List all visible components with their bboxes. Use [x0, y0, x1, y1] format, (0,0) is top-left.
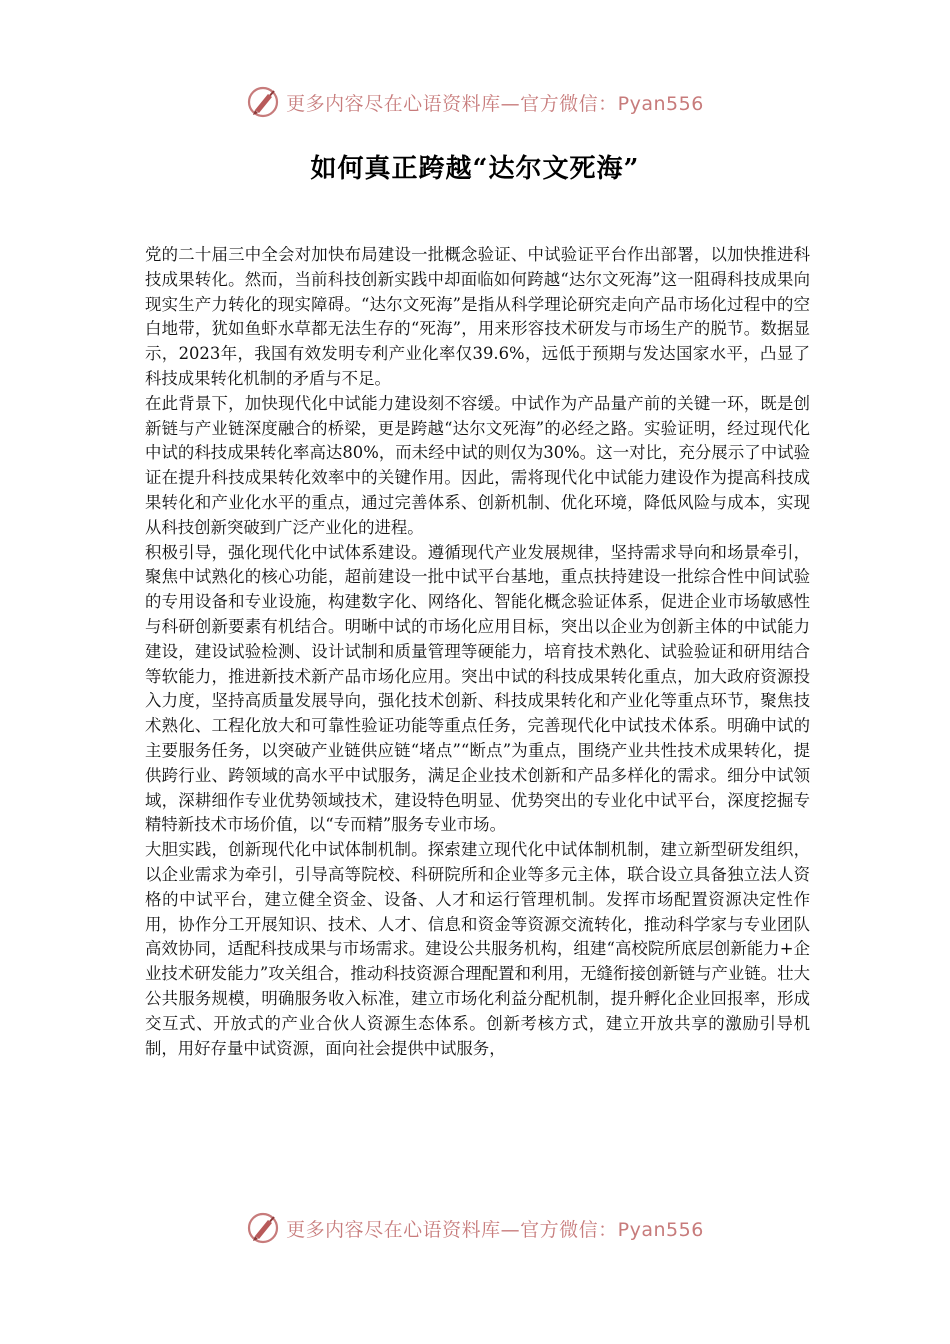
- paragraph-4: 大胆实践，创新现代化中试体制机制。探索建立现代化中试体制机制，建立新型研发组织，以企业需求为牵引，引导高等院校、科研院所和企业等多元主体，联合设立具备独立法人资格的中试平台，建立健全资金、设备、人才和运行管理机制。发挥市场配置资源决定性作用，协作分工开展知识、技术、人才、信息和资金等资源交流转化，推动科学家与专业团队高效协同，适配科技成果与市场需求。建设公共服务机构，组建“高校院所底层创新能力+企业技术研发能力”攻关组合，推动科技资源合理配置和利用，无缝衔接创新链与产业链。壮大公共服务规模，明确服务收入标准，建立市场化利益分配机制，提升孵化企业回报率，形成交互式、开放式的产业合伙人资源生态体系。创新考核方式，建立开放共享的激励引导机制，用好存量中试资源，面向社会提供中试服务，: [145, 840, 810, 1058]
- document-body: [145, 243, 810, 1061]
- paragraph-2: 在此背景下，加快现代化中试能力建设刻不容缓。中试作为产品量产前的关键一环，既是创新链与产业链深度融合的桥梁，更是跨越“达尔文死海”的必经之路。实验证明，经过现代化中试的科技成果转化率高达80%，而未经中试的则仅为30%。这一对比，充分展示了中试验证在提升科技成果转化效率中的关键作用。因此，需将现代化中试能力建设作为提高科技成果转化和产业化水平的重点，通过完善体系、创新机制、优化环境，降低风险与成本，实现从科技创新突破到广泛产业化的进程。: [145, 393, 810, 537]
- paragraph-3: 积极引导，强化现代化中试体系建设。遵循现代产业发展规律，坚持需求导向和场景牵引，聚焦中试熟化的核心功能，超前建设一批中试平台基地，重点扶持建设一批综合性中间试验的专用设备和专业设施，构建数字化、网络化、智能化概念验证体系，促进企业市场敏感性与科研创新要素有机结合。明晰中试的市场化应用目标，突出以企业为创新主体的中试能力建设，建设试验检测、设计试制和质量管理等硬能力，培育技术熟化、试验验证和研用结合等软能力，推进新技术新产品市场化应用。突出中试的科技成果转化重点，加大政府资源投入力度，坚持高质量发展导向，强化技术创新、科技成果转化和产业化等重点环节，聚焦技术熟化、工程化放大和可靠性验证功能等重点任务，完善现代化中试技术体系。明确中试的主要服务任务，以突破产业链供应链“堵点”“断点”为重点，围绕产业共性技术成果转化，提供跨行业、跨领域的高水平中试服务，满足企业技术创新和产品多样化的需求。细分中试领域，深耕细作专业优势领域技术，建设特色明显、优势突出的专业化中试平台，深度挖掘专精特新技术市场价值，以“专而精”服务专业市场。: [145, 542, 810, 835]
- watermark-header: [0, 82, 950, 122]
- watermark-text: 更多内容尽在心语资料库—官方微信：Pyan556: [286, 92, 704, 115]
- paragraph-1: 党的二十届三中全会对加快布局建设一批概念验证、中试验证平台作出部署，以加快推进科技成果转化。然而，当前科技创新实践中却面临如何跨越“达尔文死海”这一阻碍科技成果向现实生产力转化的现实障碍。“达尔文死海”是指从科学理论研究走向产品市场化过程中的空白地带，犹如鱼虾水草都无法生存的“死海”，用来形容技术研发与市场生产的脱节。数据显示，2023年，我国有效发明专利产业化率仅39.6%，远低于预期与发达国家水平，凸显了科技成果转化机制的矛盾与不足。: [145, 245, 810, 388]
- watermark-text: 更多内容尽在心语资料库—官方微信：Pyan556: [286, 1218, 704, 1241]
- watermark-footer: [0, 1208, 950, 1248]
- fountain-pen-logo-icon: [246, 1211, 280, 1245]
- fountain-pen-logo-icon: [246, 85, 280, 119]
- document-title: 如何真正跨越“达尔文死海”: [310, 154, 640, 184]
